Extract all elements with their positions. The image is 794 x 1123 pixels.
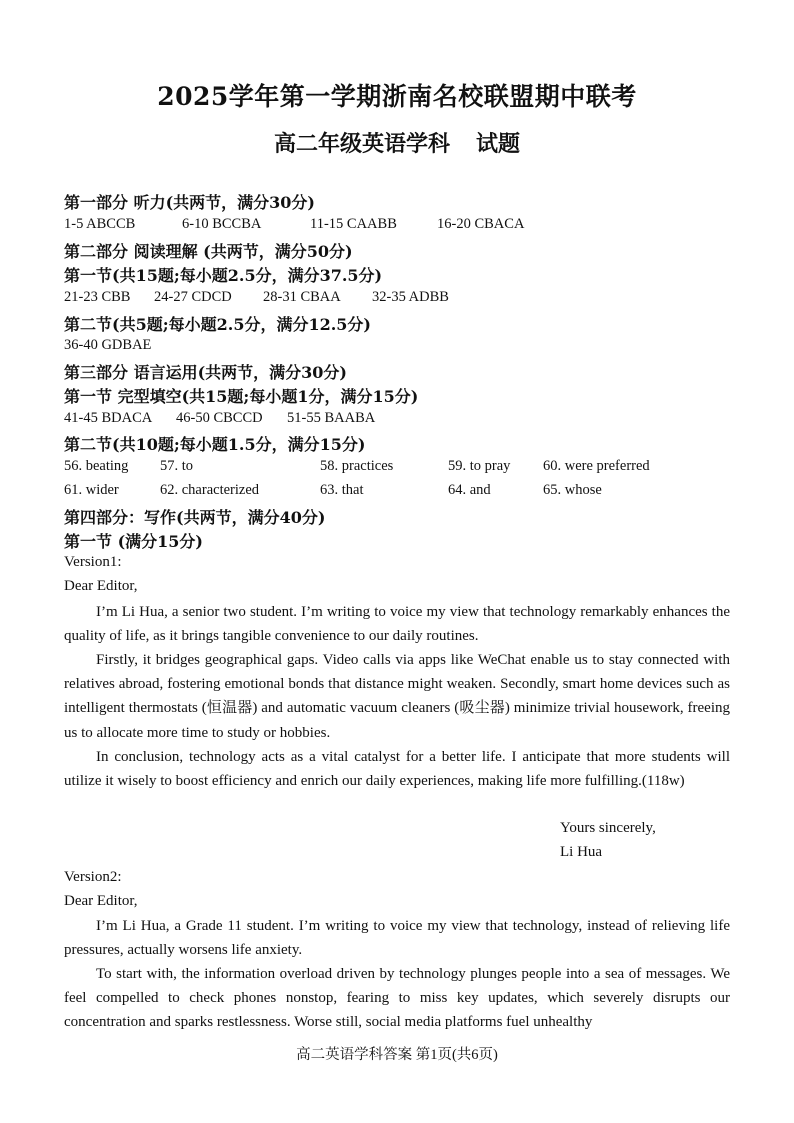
answer-group: 21-23 CBB [64, 289, 131, 305]
version1-label: Version1: [64, 554, 122, 570]
fill-answer: 61. wider [64, 482, 119, 498]
page-subtitle [0, 127, 794, 158]
fill-answer: 65. whose [543, 482, 602, 498]
answer-group: 6-10 BCCBA [182, 216, 262, 232]
part4-heading: 第四部分：写作(共两节，满分40分) [64, 508, 326, 527]
part2-section2-heading: 第二节(共5题;每小题2.5分，满分12.5分) [64, 315, 371, 334]
version2-paragraph-2: To start with, the information overload driven by technology plunges people into a sea of messages. We feel compelled to check phones nonstop, fearing to miss key updates, which severely disrupts our concentration and sparks restlessness. Worse still, social media platforms fuel unhealthy [64, 966, 730, 1031]
version1-salutation: Dear Editor, [64, 578, 138, 594]
fill-answer: 62. characterized [160, 482, 260, 498]
fill-answer: 63. that [320, 482, 364, 498]
version1-paragraph-3: In conclusion, technology acts as a vital catalyst for a better life. I anticipate that more students will utilize it wisely to boost efficiency and enrich our daily experiences, making life more fulfilling.(118w) [64, 749, 730, 790]
part3-heading: 第三部分 语言运用(共两节，满分30分) [64, 363, 347, 382]
fill-answer: 59. to pray [448, 458, 511, 474]
answer-group: 28-31 CBAA [263, 289, 341, 305]
version1-signature: Li Hua [560, 844, 603, 860]
answer-group: 36-40 GDBAE [64, 337, 152, 353]
fill-answer: 60. were preferred [543, 458, 650, 474]
version1-paragraph-2: Firstly, it bridges geographical gaps. Video calls via apps like WeChat enable us to stay connected with relatives abroad, fostering emotional bonds that distance might weaken. Secondly, smart home devices such as intelligent thermostats (恒温器) and automatic vacuum cleaners (吸尘器) minimize trivial housework, freeing us to allocate more time to study or hobbies. [64, 652, 730, 741]
part1-heading: 第一部分 听力(共两节，满分30分) [64, 193, 315, 212]
answer-group: 41-45 BDACA [64, 410, 153, 426]
fill-answer: 57. to [160, 458, 194, 474]
fill-answer: 64. and [448, 482, 491, 498]
answer-group: 51-55 BAABA [287, 410, 376, 426]
answer-group: 46-50 CBCCD [176, 410, 263, 426]
part2-heading: 第二部分 阅读理解 (共两节，满分50分) [64, 242, 353, 261]
answer-group: 11-15 CAABB [310, 216, 397, 232]
page-footer: 高二英语学科答案 第1页(共6页) [296, 1047, 498, 1063]
fill-answer: 56. beating [64, 458, 129, 474]
page-title: 2025学年第一学期浙南名校联盟期中联考 [157, 82, 637, 111]
answer-group: 32-35 ADBB [372, 289, 449, 305]
version2-salutation: Dear Editor, [64, 893, 138, 909]
answer-group: 16-20 CBACA [437, 216, 525, 232]
version2-label: Version2: [64, 869, 122, 885]
answer-group: 1-5 ABCCB [64, 216, 136, 232]
part3-section1-heading: 第一节 完型填空(共15题;每小题1分，满分15分) [64, 387, 419, 406]
version1-closing: Yours sincerely, [560, 820, 656, 836]
subtitle-paper: 试题 [476, 131, 521, 157]
subtitle-grade-subject: 高二年级英语学科 [273, 131, 450, 157]
fill-answer: 58. practices [320, 458, 394, 474]
part2-section1-heading: 第一节(共15题;每小题2.5分，满分37.5分) [64, 266, 383, 285]
part3-section2-heading: 第二节(共10题;每小题1.5分，满分15分) [64, 435, 366, 454]
answer-group: 24-27 CDCD [154, 289, 232, 305]
version1-paragraph-1: I’m Li Hua, a senior two student. I’m writing to voice my view that technology remarkably enhances the quality of life, as it brings tangible convenience to our daily routines. [64, 604, 730, 645]
part4-section1-heading: 第一节 (满分15分) [64, 532, 203, 551]
version2-paragraph-1: I’m Li Hua, a Grade 11 student. I’m writing to voice my view that technology, instead of relieving life pressures, actually worsens life anxiety. [64, 918, 730, 959]
